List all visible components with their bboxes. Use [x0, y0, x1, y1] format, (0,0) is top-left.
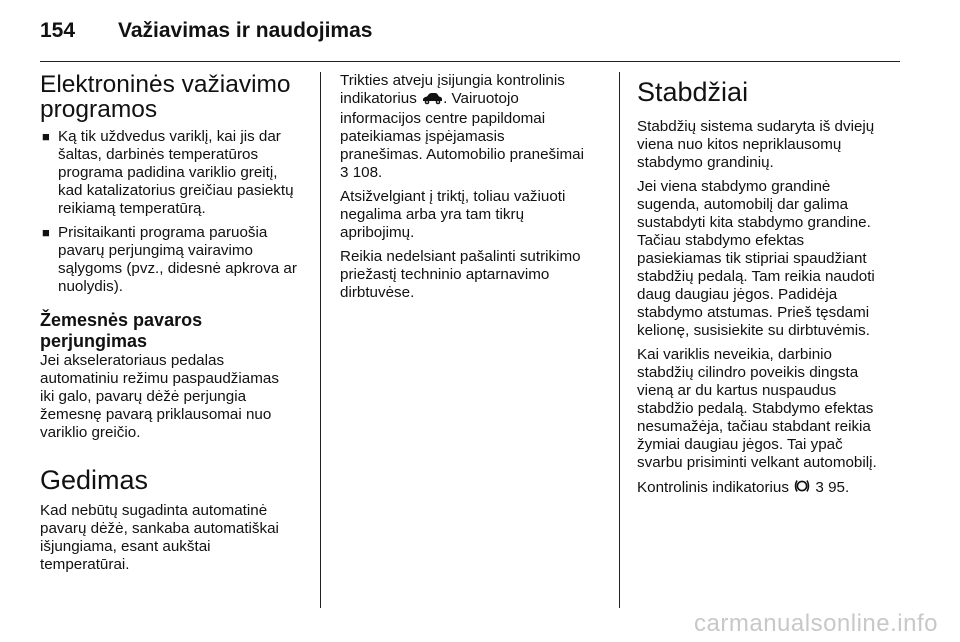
page-reference[interactable]: 3 108.: [340, 164, 383, 181]
page-number: 154: [40, 19, 76, 42]
paragraph-restrictions: Atsižvelgiant į triktį, toliau važiuoti negalima arba yra tam tikrų apribojimų.: [340, 188, 566, 241]
column-3: [637, 76, 903, 499]
column-divider-1: [320, 72, 321, 608]
header-rule: [40, 61, 900, 62]
list-item: ■ Ką tik uždvedus variklį, kai jis dar šaltas, darbinės temperatūros programa padidina variklio greitį, kad katalizatorius greičiau pasiektų reikiamą temperatūrą.: [42, 128, 294, 217]
paragraph-brake-circuit: Jei viena stabdymo grandinė sugenda, automobilį dar galima sustabdyti kita stabdymo grandine. Tačiau stabdymo efektas pasiekiamas tik stipriai spaudžiant stabdžių pedalą. Tam reikia naudoti daug daugiau jėgos. Padidėja stabdymo atstumas. Prieš tęsdami kelionę, susisiekite su dirbtuvėmis.: [637, 178, 875, 339]
paragraph-service: Reikia nedelsiant pašalinti sutrikimo priežastį techninio aptarnavimo dirbtuvėse.: [340, 248, 581, 301]
bullet-icon: ■: [42, 129, 50, 144]
paragraph-fault: Kad nebūtų sugadinta automatinė pavarų dėžė, sankaba automatiškai išjungiama, esant aukštai temperatūrai.: [40, 502, 279, 573]
paragraph-fault-indicator: Trikties atveju įsijungia kontrolinis indikatorius . Vairuotojo informacijos centre papildomai pateikiamas įspėjamasis pranešimas. Automobilio pranešimai 3 108.: [340, 72, 584, 181]
paragraph-indicator: Kontrolinis indikatorius 3 95.: [637, 478, 903, 499]
paragraph-brake-system: Stabdžių sistema sudaryta iš dviejų viena nuo kitos nepriklausomų stabdymo grandinių.: [637, 118, 875, 171]
heading-brakes: Stabdžiai: [637, 77, 749, 107]
list-item: ■ Prisitaikanti programa paruošia pavarų perjungimą vairavimo sąlygoms (pvz., didesnė apkrova ar nuolydis).: [42, 224, 297, 295]
car-fault-icon: [421, 92, 443, 110]
paragraph-engine-off: Kai variklis neveikia, darbinio stabdžių cilindro poveikis dingsta vieną ar du kartus nuspaudus stabdžio pedalą. Stabdymo efektas nesumažėja, tačiau stabdant reikia žymiai daugiau jėgos. Tai ypač svarbu prisiminti velkant automobilį.: [637, 346, 877, 471]
bullet-list: [40, 128, 308, 296]
heading-electronic-programs: Elektroninės važiavimo programos: [40, 71, 291, 123]
watermark: carmanualsonline.info: [694, 610, 938, 637]
brake-indicator-icon: [793, 478, 811, 499]
column-2: [340, 72, 606, 302]
page-header: [40, 14, 372, 48]
paragraph-kickdown: Jei akseleratoriaus pedalas automatiniu režimu paspaudžiamas iki galo, pavarų dėžė perjungia žemesnę pavarą priklausomai nuo variklio greičio.: [40, 352, 279, 441]
heading-fault: Gedimas: [40, 465, 149, 495]
column-1: [40, 72, 308, 574]
page-reference[interactable]: 3 95.: [815, 479, 850, 496]
column-divider-2: [619, 72, 620, 608]
heading-kickdown: Žemesnės pavaros perjungimas: [40, 310, 203, 351]
bullet-icon: ■: [42, 225, 50, 240]
running-title: Važiavimas ir naudojimas: [118, 19, 373, 42]
